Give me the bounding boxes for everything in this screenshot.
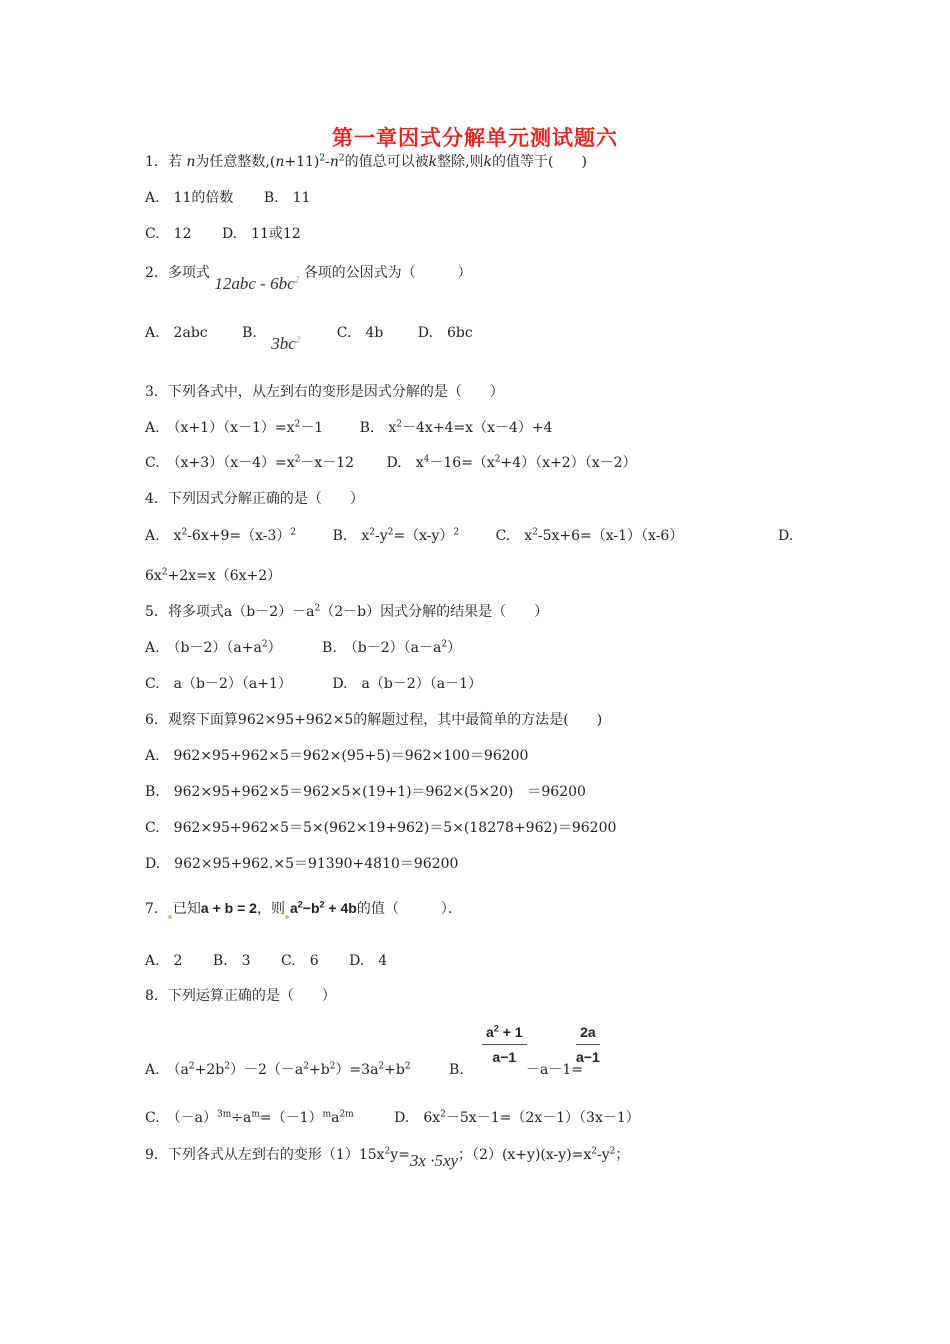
q9-expression: 3x ·5xy bbox=[409, 1151, 459, 1170]
q7-options bbox=[145, 951, 387, 971]
edit-mark-icon bbox=[168, 915, 172, 919]
q8-options-ab bbox=[145, 1060, 464, 1080]
q3-options-ab bbox=[145, 418, 553, 438]
q2-option-b-expression: $3bc^2$ bbox=[271, 334, 301, 353]
q2-option-c[interactable]: C. 4b bbox=[336, 325, 384, 341]
q3-option-a[interactable]: A. $(x+1)(x-1)=x^2-1$ bbox=[145, 419, 324, 436]
q8-option-b-middle: －a－1= bbox=[526, 1062, 583, 1078]
q4-option-b[interactable]: B. $x^2-y^2=(x-y)^2$ bbox=[332, 527, 460, 544]
q7-condition: a + b = 2 bbox=[200, 900, 257, 916]
q2-option-a[interactable]: A. 2abc bbox=[145, 325, 208, 341]
q4-stem: 4．下列因式分解正确的是（ ） bbox=[145, 491, 364, 507]
q1-option-c[interactable]: C. 12 bbox=[145, 226, 192, 242]
q6-option-a[interactable]: A. 962×95+962×5＝962×(95+5)＝962×100＝96200 bbox=[145, 748, 529, 764]
q8-option-d[interactable]: D. $6x^2-5x-1=(2x-1)(3x-1)$ bbox=[394, 1109, 640, 1126]
q2-option-d[interactable]: D. 6bc bbox=[417, 325, 473, 341]
q1-options-ab bbox=[145, 188, 310, 208]
q1-option-d[interactable]: D. 11或12 bbox=[221, 226, 301, 242]
q4-option-d[interactable]: D. bbox=[778, 528, 794, 544]
q7-expression: $a^2-b^2 + 4b$ bbox=[289, 899, 357, 916]
q8-option-a[interactable]: A. $(a^2+2b^2)-2(-a^2+b^2)=3a^2+b^2$ bbox=[145, 1061, 411, 1078]
q5-option-a[interactable]: A. $(b-2)(a+a^2)$ bbox=[145, 639, 282, 656]
q3-stem: 3．下列各式中，从左到右的变形是因式分解的是（ ） bbox=[145, 384, 504, 400]
q2-stem: 2．多项式 $12abc - 6bc^2$ 各项的公因式为（ ） bbox=[145, 265, 472, 293]
q6-option-d[interactable]: D. 962×95+962.×5＝91390+4810＝96200 bbox=[145, 856, 459, 872]
q2-options bbox=[145, 322, 473, 353]
q8-option-b-fraction-right: $\frac{2a}{a-1}$ bbox=[576, 1024, 600, 1065]
page-title: 第一章因式分解单元测试题六 bbox=[332, 125, 618, 150]
q9-stem: 9．下列各式从左到右的变形$(1)15x^2y=3x \cdot 5xy$；$(2)(x+y)(x-y)=x^2-y^2$； bbox=[145, 1146, 630, 1170]
q3-option-d[interactable]: D. $x^4-16=(x^2+4)(x+2)(x-2)$ bbox=[386, 454, 637, 471]
q7-option-b[interactable]: B. 3 bbox=[212, 953, 251, 969]
q7-option-c[interactable]: C. 6 bbox=[281, 953, 319, 969]
q1-stem: 1．若 n为任意整数$,(n+11)^2-n^2$的值总可以被k整除,则k的值等于( ) bbox=[145, 153, 587, 170]
q3-option-c[interactable]: C. $(x+3)(x-4)=x^2-x-12$ bbox=[145, 454, 355, 471]
q6-option-c[interactable]: C. 962×95+962×5＝5×(962×19+962)＝5×(18278+962)＝96200 bbox=[145, 820, 617, 836]
q6-stem: 6．观察下面算962×95+962×5的解题过程，其中最简单的方法是( ) bbox=[145, 712, 603, 728]
q7-stem: 7． 已知a + b = 2，则 $a^2-b^2 + 4b$的值（ ）． bbox=[145, 899, 462, 917]
q5-option-d[interactable]: D. a（b－2）（a－1） bbox=[332, 676, 482, 692]
q4-options bbox=[145, 526, 683, 546]
q4-option-d-content: $6x^2+2x=x(6x+2)$ bbox=[145, 567, 282, 584]
q1-option-b[interactable]: B. 11 bbox=[263, 190, 311, 206]
q5-option-b[interactable]: B. $(b-2)(a-a^2)$ bbox=[322, 639, 462, 656]
q7-option-a[interactable]: A. 2 bbox=[145, 953, 183, 969]
q7-option-d[interactable]: D. 4 bbox=[349, 953, 388, 969]
q8-option-c[interactable]: C. $(-a)^{3m}\div a^m=(-1)^ma^{2m}$ bbox=[145, 1109, 354, 1126]
q5-option-c[interactable]: C. a（b－2）（a+1） bbox=[145, 676, 292, 692]
q5-stem: 5．将多项式$a(b-2)-a^2(2-b)$因式分解的结果是（ ） bbox=[145, 603, 549, 620]
q1-option-a[interactable]: A. 11的倍数 bbox=[145, 190, 234, 206]
q4-option-c[interactable]: C. $x^2-5x+6=(x-1)(x-6)$ bbox=[495, 527, 684, 544]
q2-expression: $12abc - 6bc^2$ bbox=[214, 274, 300, 293]
q5-options-ab bbox=[145, 638, 461, 658]
q8-option-b-fraction-left: $\frac{a^2 + 1}{a-1}$ bbox=[482, 1024, 527, 1065]
q4-option-a[interactable]: A. $x^2-6x+9=(x-3)^2$ bbox=[145, 527, 297, 544]
edit-mark-icon bbox=[285, 915, 289, 919]
q2-option-b[interactable]: B. bbox=[242, 325, 257, 341]
q8-option-b[interactable]: B. bbox=[449, 1062, 464, 1078]
q3-option-b[interactable]: B. $x^2-4x+4=x(x-4)+4$ bbox=[359, 419, 553, 436]
q6-option-b[interactable]: B. 962×95+962×5＝962×5×(19+1)＝962×(5×20) ＝96200 bbox=[145, 784, 586, 800]
q1-options-cd bbox=[145, 224, 301, 244]
q8-stem: 8．下列运算正确的是（ ） bbox=[145, 988, 336, 1004]
q5-options-cd bbox=[145, 674, 482, 694]
q3-options-cd bbox=[145, 453, 637, 473]
q8-options-cd bbox=[145, 1108, 640, 1128]
